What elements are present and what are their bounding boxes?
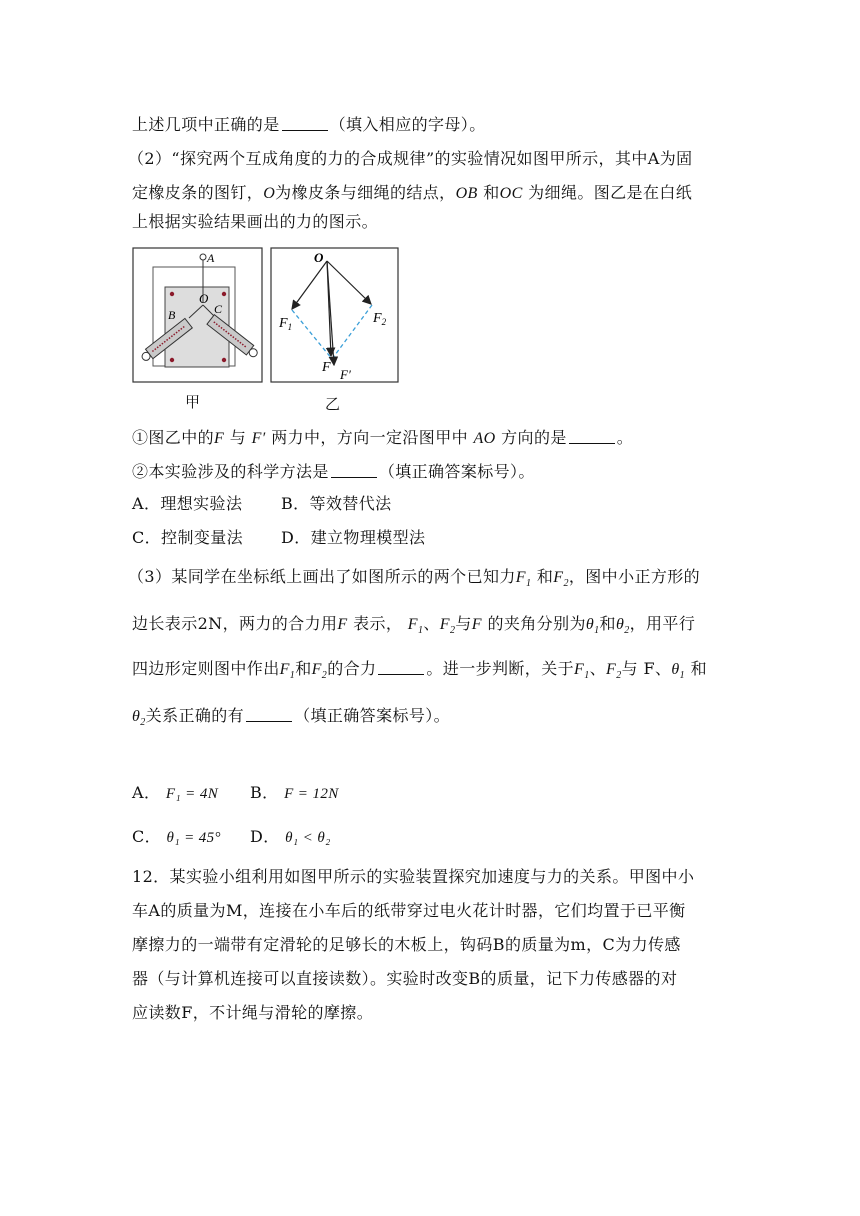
choice-B bbox=[250, 782, 339, 805]
text-line bbox=[132, 934, 681, 956]
label-F-prime: F′ bbox=[340, 367, 351, 382]
text: D． bbox=[250, 827, 280, 846]
symbol-O: O bbox=[263, 185, 276, 202]
symbol-F: F bbox=[214, 430, 225, 447]
text: ，用平行 bbox=[629, 614, 696, 633]
text-line bbox=[132, 613, 695, 642]
text: 的夹角分别为 bbox=[487, 614, 586, 633]
text: 边长表示2N，两力的合力用 bbox=[132, 614, 338, 633]
text: B．等效替代法 bbox=[281, 494, 392, 513]
text: 、 bbox=[423, 614, 440, 633]
text: 和 bbox=[690, 659, 707, 678]
text: ②本实验涉及的科学方法是 bbox=[132, 462, 329, 481]
choice-D bbox=[250, 826, 331, 849]
answer-blank[interactable] bbox=[378, 660, 424, 675]
text: （填入相应的字母）。 bbox=[329, 115, 486, 134]
text: 车A的质量为M，连接在小车后的纸带穿过电火花计时器，它们均置于已平衡 bbox=[132, 901, 686, 920]
text-line bbox=[132, 866, 694, 888]
formula: F₁ = 4N bbox=[165, 786, 219, 802]
text: 12．某实验小组利用如图甲所示的实验装置探究加速度与力的关系。甲图中小 bbox=[132, 867, 695, 886]
answer-blank[interactable] bbox=[246, 707, 292, 722]
text: （填正确答案标号）。 bbox=[294, 706, 451, 725]
text: 应读数F，不计绳与滑轮的摩擦。 bbox=[132, 1003, 374, 1022]
choice-C bbox=[132, 826, 221, 849]
label-F2: $F_2$ bbox=[373, 311, 387, 327]
text: 与 bbox=[455, 614, 472, 633]
label-B: B bbox=[168, 308, 176, 322]
symbol-theta1: $\theta_1$ bbox=[671, 661, 686, 682]
symbol-F-prime: F′ bbox=[251, 430, 266, 447]
text: 。 bbox=[616, 428, 634, 447]
text-line bbox=[132, 705, 450, 734]
symbol-OB: OB bbox=[455, 185, 478, 202]
text: 表示， bbox=[353, 614, 403, 633]
text: 。进一步判断，关于 bbox=[426, 659, 575, 678]
symbol-F2: $F_2$ bbox=[311, 661, 328, 682]
label-F1: $F_1$ bbox=[279, 316, 293, 332]
text: A． bbox=[132, 783, 161, 802]
text: ，图中小正方形的 bbox=[568, 567, 701, 586]
text: 的合力 bbox=[327, 659, 377, 678]
symbol-F1: $F_1$ bbox=[407, 616, 424, 637]
symbol-AO: AO bbox=[473, 430, 496, 447]
symbol-theta2: $\theta_2$ bbox=[132, 708, 146, 729]
text: D．建立物理模型法 bbox=[281, 528, 426, 547]
option-C bbox=[132, 527, 243, 549]
text-line bbox=[132, 968, 677, 990]
symbol-F2: $F_2$ bbox=[553, 569, 569, 590]
text: 摩擦力的一端带有定滑轮的足够长的木板上，钩码B的质量为m，C为力传感 bbox=[132, 935, 681, 954]
text: 四边形定则图中作出 bbox=[132, 659, 280, 678]
figure-jia bbox=[132, 247, 264, 383]
text-line bbox=[132, 211, 378, 233]
formula: F = 12N bbox=[284, 786, 339, 802]
text-line bbox=[132, 461, 535, 483]
text: 上根据实验结果画出的力的图示。 bbox=[132, 212, 379, 231]
option-A bbox=[132, 493, 242, 515]
text-line bbox=[132, 114, 486, 136]
text: ①图乙中的 bbox=[132, 428, 215, 447]
text-line bbox=[132, 658, 707, 687]
option-D bbox=[281, 527, 425, 549]
text: 定橡皮条的图钉， bbox=[132, 183, 264, 202]
formula: θ₁ = 45° bbox=[166, 830, 221, 846]
text: 和 bbox=[599, 614, 616, 633]
answer-blank[interactable] bbox=[282, 116, 328, 131]
text: 方向的是 bbox=[501, 428, 567, 447]
text: 和 bbox=[483, 183, 500, 202]
figure-yi bbox=[270, 247, 400, 383]
text: 上述几项中正确的是 bbox=[132, 115, 280, 134]
caption-yi: 乙 bbox=[325, 395, 341, 413]
answer-blank[interactable] bbox=[331, 463, 377, 478]
text-line bbox=[132, 900, 686, 922]
text: 关系正确的有 bbox=[145, 706, 245, 725]
symbol-theta2: $\theta_2$ bbox=[615, 616, 630, 637]
text: B． bbox=[250, 783, 279, 802]
symbol-F: F bbox=[471, 616, 482, 633]
symbol-F1: $F_1$ bbox=[574, 661, 590, 682]
formula: θ₁ < θ₂ bbox=[285, 830, 331, 846]
text-line bbox=[132, 1002, 373, 1024]
text: C． bbox=[132, 827, 162, 846]
text: 为细绳。图乙是在白纸 bbox=[528, 183, 693, 202]
symbol-F1: $F_1$ bbox=[279, 661, 296, 682]
text: 与 F、 bbox=[621, 659, 672, 678]
symbol-theta1: $\theta_1$ bbox=[585, 616, 600, 637]
label-F: F bbox=[322, 360, 331, 375]
option-B bbox=[281, 493, 392, 515]
symbol-F2: $F_2$ bbox=[439, 616, 456, 637]
text: （填正确答案标号）。 bbox=[378, 462, 535, 481]
text: 与 bbox=[229, 428, 247, 447]
text: 为橡皮条与细绳的结点， bbox=[275, 183, 456, 202]
text-line bbox=[128, 148, 693, 170]
text: C．控制变量法 bbox=[132, 528, 244, 547]
symbol-F1: $F_1$ bbox=[515, 569, 532, 590]
text: （3）某同学在坐标纸上画出了如图所示的两个已知力 bbox=[128, 567, 516, 586]
text: （2）“探究两个互成角度的力的合成规律”的实验情况如图甲所示，其中A为固 bbox=[128, 149, 693, 168]
text: A．理想实验法 bbox=[132, 494, 243, 513]
choice-A bbox=[132, 782, 218, 805]
text-line bbox=[132, 182, 692, 205]
text-line bbox=[132, 427, 633, 450]
label-O: O bbox=[199, 291, 209, 306]
text-line bbox=[128, 566, 700, 595]
label-C: C bbox=[214, 302, 223, 316]
symbol-F: F bbox=[337, 616, 348, 633]
text: 和 bbox=[536, 567, 554, 586]
caption-jia: 甲 bbox=[185, 393, 201, 411]
text: 、 bbox=[589, 659, 607, 678]
answer-blank[interactable] bbox=[569, 429, 615, 444]
text: 器（与计算机连接可以直接读数）。实验时改变B的质量，记下力传感器的对 bbox=[132, 969, 678, 988]
symbol-OC: OC bbox=[499, 185, 523, 202]
symbol-F2: $F_2$ bbox=[606, 661, 622, 682]
label-A: A bbox=[207, 251, 215, 265]
label-O: O bbox=[314, 250, 324, 265]
text: 和 bbox=[295, 659, 312, 678]
text: 两力中，方向一定沿图甲中 bbox=[271, 428, 468, 447]
